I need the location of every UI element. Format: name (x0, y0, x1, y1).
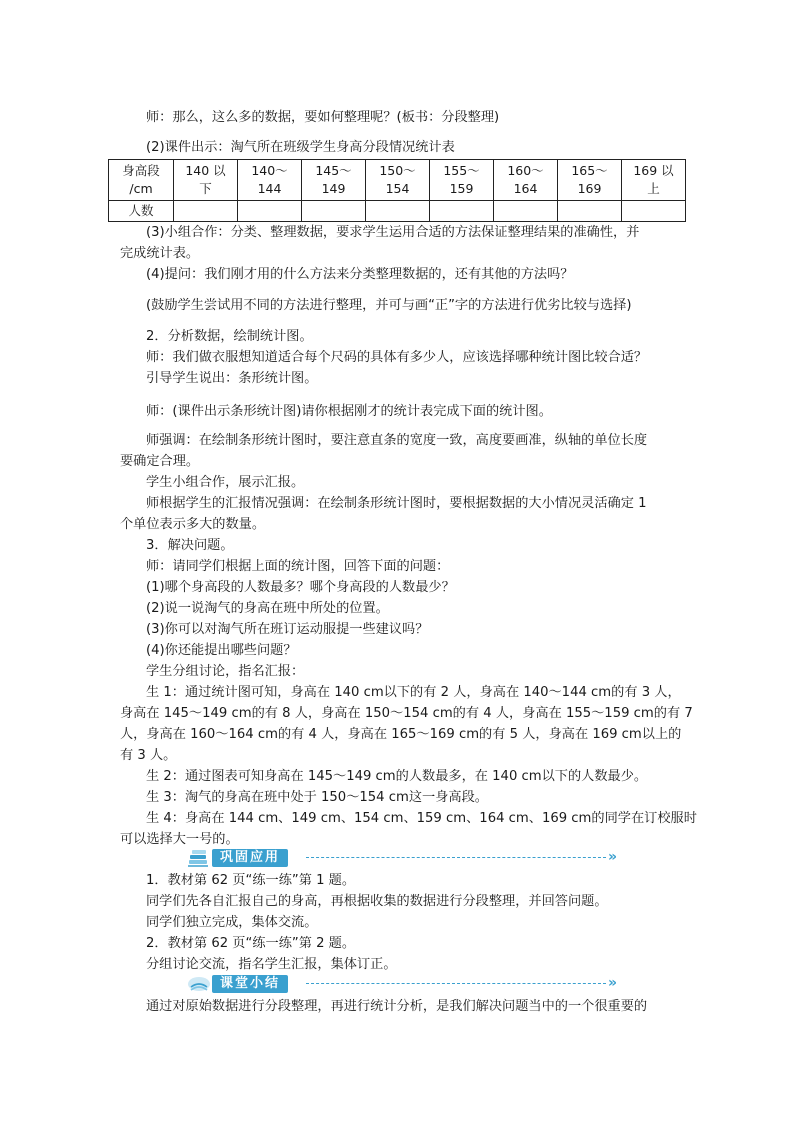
table-header-row (109, 160, 686, 201)
empty-cell (430, 201, 494, 222)
paragraph-line: (3)小组合作：分类、整理数据，要求学生运用合适的方法保证整理结果的准确性，并 (146, 225, 640, 240)
paragraph-line: 生 4：身高在 144 cm、149 cm、154 cm、159 cm、164 cm、169 cm的同学在订校服时 (146, 811, 697, 826)
double-chevron-icon: » (608, 975, 615, 991)
paragraph-line: (4)提问：我们刚才用的什么方法来分类整理数据的，还有其他的方法吗？ (146, 267, 574, 282)
paragraph-line: (4)你还能提出哪些问题？ (146, 643, 297, 658)
paragraph-line: 引导学生说出：条形统计图。 (146, 371, 318, 386)
header-cell: 身高段 /cm (109, 160, 174, 201)
divider (306, 857, 606, 858)
paragraph-line: 学生小组合作，展示汇报。 (146, 475, 305, 490)
double-chevron-icon: » (608, 849, 615, 865)
paragraph-line: 2．分析数据，绘制统计图。 (146, 329, 313, 344)
table-caption: (2)课件出示：淘气所在班级学生身高分段情况统计表 (146, 140, 455, 155)
paragraph-line: 2．教材第 62 页“练一练”第 2 题。 (146, 936, 356, 951)
paragraph-line: 师：那么，这么多的数据，要如何整理呢？(板书：分段整理) (146, 110, 500, 125)
books-icon (186, 847, 212, 869)
paragraph-line: 师：我们做衣服想知道适合每个尺码的具体有多少人，应该选择哪种统计图比较合适？ (146, 350, 648, 365)
paragraph-line: 3．解决问题。 (146, 538, 234, 553)
paragraph-line: 师：请同学们根据上面的统计图，回答下面的问题： (146, 559, 450, 574)
paragraph-line: 师根据学生的汇报情况强调：在绘制条形统计图时，要根据数据的大小情况灵活确定 1 (146, 496, 647, 511)
section-title: 课堂小结 (212, 975, 288, 993)
section-title: 巩固应用 (212, 849, 288, 867)
paragraph-line: 有 3 人。 (120, 748, 177, 763)
paragraph-line: 生 1：通过统计图可知，身高在 140 cm以下的有 2 人，身高在 140～144 cm的有 3 人， (146, 685, 681, 700)
header-cell: 140 以 下 (174, 160, 238, 201)
paragraph-line: 生 2：通过图表可知身高在 145～149 cm的人数最多，在 140 cm以下的人数最少。 (146, 769, 648, 784)
empty-cell (302, 201, 366, 222)
paragraph-line: (2)说一说淘气的身高在班中所处的位置。 (146, 601, 389, 616)
row-label: 人数 (109, 201, 174, 222)
section-header-summary (186, 973, 646, 995)
paragraph-line: 1．教材第 62 页“练一练”第 1 题。 (146, 873, 356, 888)
divider (306, 983, 606, 984)
header-cell: 155～ 159 (430, 160, 494, 201)
paragraph-line: (鼓励学生尝试用不同的方法进行整理，并可与画“正”字的方法进行优劣比较与选择) (146, 298, 632, 313)
paragraph-line: (3)你可以对淘气所在班订运动服提一些建议吗？ (146, 622, 429, 637)
header-cell: 140～ 144 (238, 160, 302, 201)
paragraph-line: 身高在 145～149 cm的有 8 人，身高在 150～154 cm的有 4 人，身高在 155～159 cm的有 7 (120, 706, 693, 721)
header-cell: 145～ 149 (302, 160, 366, 201)
header-cell: 169 以 上 (622, 160, 686, 201)
empty-cell (494, 201, 558, 222)
paragraph-line: 可以选择大一号的。 (120, 832, 239, 847)
paragraph-line: 要确定合理。 (120, 454, 200, 469)
empty-cell (366, 201, 430, 222)
empty-cell (622, 201, 686, 222)
paragraph-line: 人，身高在 160～164 cm的有 4 人，身高在 165～169 cm的有 5 人，身高在 169 cm以上的 (120, 727, 682, 742)
paragraph-line: 同学们独立完成，集体交流。 (146, 915, 318, 930)
paragraph-line: 通过对原始数据进行分段整理，再进行统计分析，是我们解决问题当中的一个很重要的 (146, 999, 648, 1014)
empty-cell (238, 201, 302, 222)
paragraph-line: 同学们先各自汇报自己的身高，再根据收集的数据进行分段整理，并回答问题。 (146, 894, 608, 909)
paragraph-line: 分组讨论交流，指名学生汇报，集体订正。 (146, 957, 397, 972)
paragraph-line: 生 3：淘气的身高在班中处于 150～154 cm这一身高段。 (146, 790, 488, 805)
header-cell: 165～ 169 (558, 160, 622, 201)
paragraph-line: 师：(课件出示条形统计图)请你根据刚才的统计表完成下面的统计图。 (146, 404, 552, 419)
paragraph-line: 完成统计表。 (120, 246, 200, 261)
header-cell: 150～ 154 (366, 160, 430, 201)
empty-cell (174, 201, 238, 222)
header-cell: 160～ 164 (494, 160, 558, 201)
section-header-consolidate (186, 847, 646, 869)
paragraph-line: 学生分组讨论，指名汇报： (146, 664, 305, 679)
height-distribution-table (108, 159, 686, 222)
paragraph-line: 个单位表示多大的数量。 (120, 517, 266, 532)
empty-cell (558, 201, 622, 222)
cloud-book-icon (186, 973, 212, 995)
paragraph-line: (1)哪个身高段的人数最多？哪个身高段的人数最少？ (146, 580, 455, 595)
table-row (109, 201, 686, 222)
paragraph-line: 师强调：在绘制条形统计图时，要注意直条的宽度一致，高度要画准，纵轴的单位长度 (146, 433, 648, 448)
